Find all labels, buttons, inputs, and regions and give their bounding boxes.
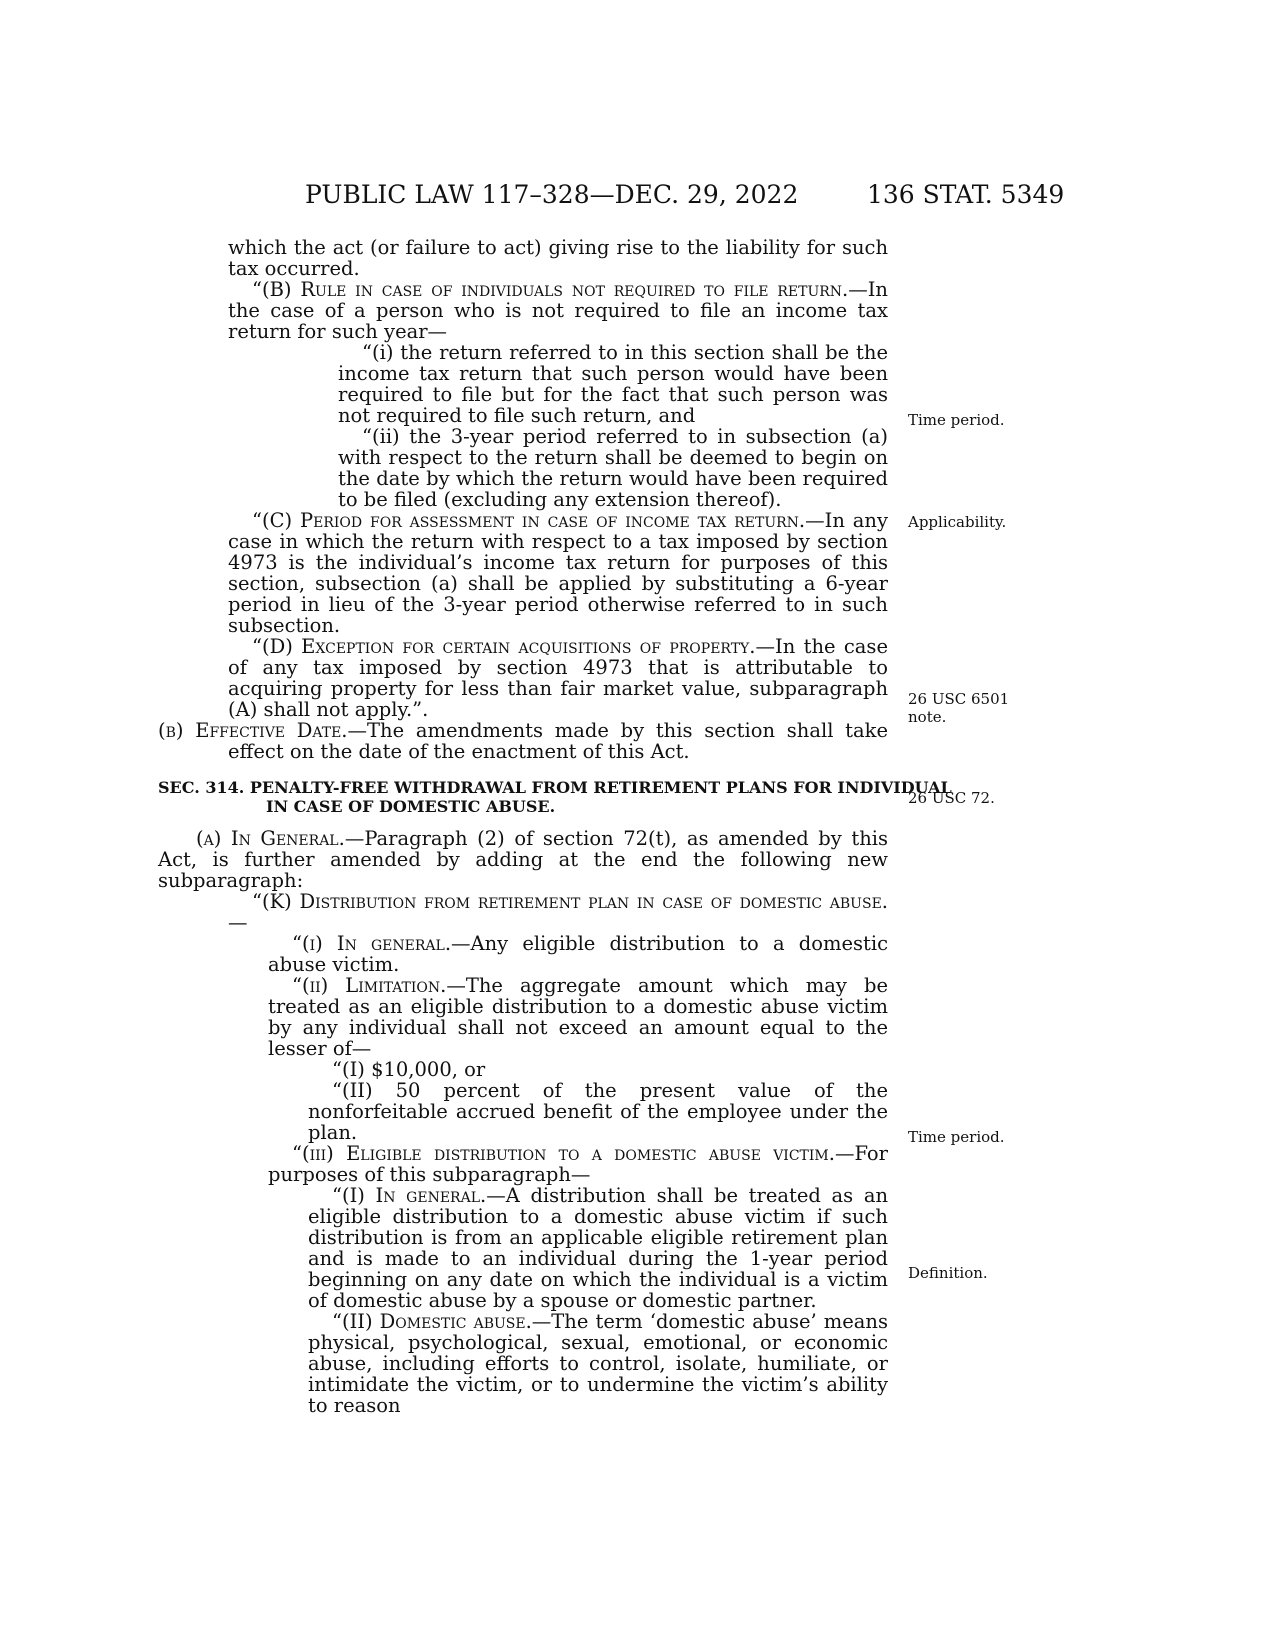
paragraph xyxy=(228,975,888,1059)
paragraph xyxy=(228,510,888,636)
paragraph-text: — xyxy=(228,911,248,934)
subheading: “(I) In general. xyxy=(332,1184,487,1207)
paragraph-text: —For purposes of this subparagraph— xyxy=(268,1142,888,1186)
paragraph xyxy=(158,828,888,891)
paragraph: “(I) $10,000, or xyxy=(332,1058,486,1081)
paragraph-text: —In any case in which the return with respect to a tax imposed by section 4973 is the individual’s income tax return for purposes of this section, subsection (a) shall be applied by substituting a 6-year period in lieu of the 3-year period otherwise referred to in such subsection. xyxy=(228,509,888,637)
subheading: “(iii) Eligible distribution to a domestic abuse victim. xyxy=(292,1142,835,1165)
subheading: “(II) Domestic abuse. xyxy=(332,1310,532,1333)
margin-note: note. xyxy=(908,708,947,726)
paragraph-text: —The amendments made by this section shall take effect on the date of the enactment of this Act. xyxy=(228,719,888,763)
paragraph: “(II) 50 percent of the present value of the nonforfeitable accrued benefit of the employee under the plan. xyxy=(308,1079,888,1144)
running-header-title: PUBLIC LAW 117–328—DEC. 29, 2022 xyxy=(305,180,799,209)
paragraph: which the act (or failure to act) giving rise to the liability for such tax occurred. xyxy=(228,236,888,280)
margin-note: Applicability. xyxy=(908,513,1007,531)
paragraph xyxy=(228,1185,888,1311)
margin-note: 26 USC 72. xyxy=(908,789,995,807)
paragraph-text: —Any eligible distribution to a domestic abuse victim. xyxy=(268,932,888,976)
subheading: (b) Effective Date. xyxy=(158,719,348,742)
paragraph xyxy=(228,891,888,933)
margin-note: Definition. xyxy=(908,1264,988,1282)
paragraph xyxy=(228,1143,888,1185)
paragraph-text: —Paragraph (2) of section 72(t), as amended by this Act, is further amended by adding at the end the following new subparagraph: xyxy=(158,827,889,892)
paragraph: “(ii) the 3-year period referred to in subsection (a) with respect to the return shall be deemed to begin on the date by which the return would have been required to be filed (excluding any extension thereof). xyxy=(338,425,888,511)
paragraph-text: —In the case of any tax imposed by section 4973 that is attributable to acquiring property for less than fair market value, subparagraph (A) shall not apply.”. xyxy=(228,635,888,721)
subheading: “(i) In general. xyxy=(292,932,452,955)
paragraph xyxy=(158,720,888,762)
paragraph xyxy=(228,1311,888,1416)
paragraph-text: —A distribution shall be treated as an eligible distribution to a domestic abuse victim if such distribution is from an applicable eligible retirement plan and is made to an individual during the 1-year period beginning on any date on which the individual is a victim of domestic abuse by a spouse or domestic partner. xyxy=(308,1184,888,1312)
subheading: (a) In General. xyxy=(196,827,345,850)
margin-note: Time period. xyxy=(908,411,1005,429)
paragraph-text: —The term ‘domestic abuse’ means physical, psychological, sexual, emotional, or economic abuse, including efforts to control, isolate, humiliate, or intimidate the victim, or to undermine the victim’s ability to reason xyxy=(308,1310,888,1417)
subheading: “(C) Period for assessment in case of income tax return. xyxy=(252,509,806,532)
margin-note: 26 USC 6501 xyxy=(908,690,1010,708)
page-number: 136 STAT. 5349 xyxy=(867,180,1065,209)
section-heading: SEC. 314. PENALTY-FREE WITHDRAWAL FROM RETIREMENT PLANS FOR INDIVIDUAL IN CASE OF DOMESTIC ABUSE. xyxy=(158,778,952,816)
paragraph xyxy=(228,933,888,975)
paragraph-text: —In the case of a person who is not required to file an income tax return for such year— xyxy=(228,278,888,343)
paragraph-text: —The aggregate amount which may be treated as an eligible distribution to a domestic abuse victim by any individual shall not exceed an amount equal to the lesser of— xyxy=(268,974,889,1060)
subheading: “(D) Exception for certain acquisitions of property. xyxy=(252,635,756,658)
paragraph xyxy=(228,279,888,342)
paragraph: “(i) the return referred to in this section shall be the income tax return that such person would have been required to file but for the fact that such person was not required to file such return, and xyxy=(338,341,888,427)
margin-note: Time period. xyxy=(908,1128,1005,1146)
subheading: “(ii) Limitation. xyxy=(292,974,447,997)
paragraph xyxy=(228,636,888,720)
subheading: “(K) Distribution from retirement plan in case of domestic abuse. xyxy=(252,890,888,913)
subheading: “(B) Rule in case of individuals not required to file return. xyxy=(252,278,849,301)
